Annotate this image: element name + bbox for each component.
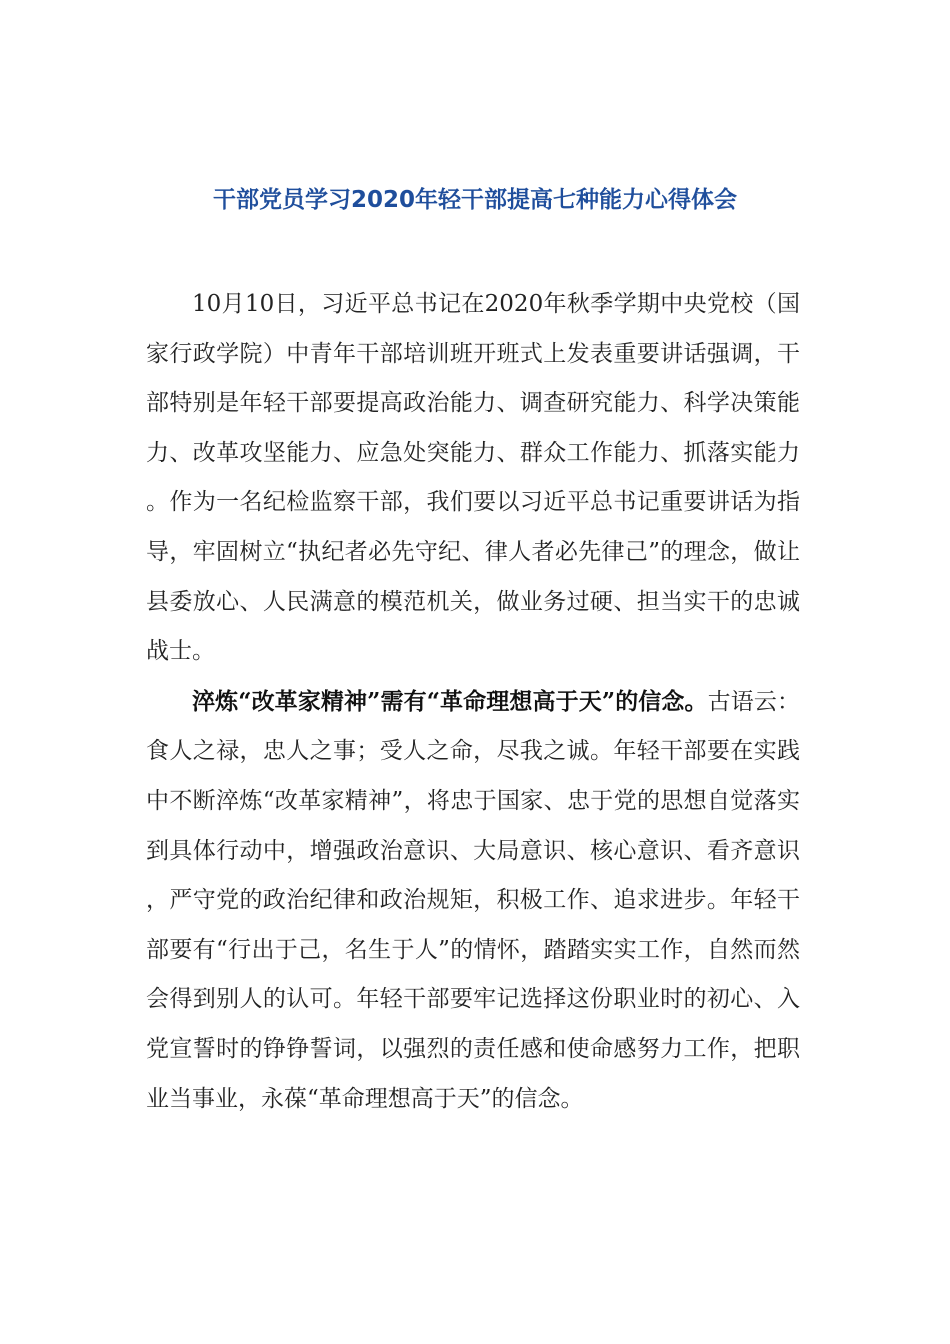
paragraph-intro-text: 10月10日，习近平总书记在2020年秋季学期中央党校（国家行政学院）中青年干部培训班开班式上发表重要讲话强调，干部特别是年轻干部要提高政治能力、调查研究能力、科学决策能力、改革攻坚能力、应急处突能力、群众工作能力、抓落实能力。作为一名纪检监察干部，我们要以习近平总书记重要讲话为指导，牢固树立“执纪者必先守纪、律人者必先律己”的理念，做让县委放心、人民满意的模范机关，做业务过硬、担当实干的忠诚战士。 [146, 291, 800, 665]
section-1-heading: 淬炼“改革家精神”需有“革命理想高于天”的信念。 [192, 687, 708, 715]
section-1-text: 古语云：食人之禄，忠人之事；受人之命，尽我之诚。年轻干部要在实践中不断淬炼“改革家精神”，将忠于国家、忠于党的思想自觉落实到具体行动中，增强政治意识、大局意识、核心意识、看齐意识，严守党的政治纪律和政治规矩，积极工作、追求进步。年轻干部要有“行出于己，名生于人”的情怀，踏踏实实工作，自然而然会得到别人的认可。年轻干部要牢记选择这份职业时的初心、入党宣誓时的铮铮誓词，以强烈的责任感和使命感努力工作，把职业当事业，永葆“革命理想高于天”的信念。 [146, 688, 800, 1112]
paragraph-section-1 [146, 677, 800, 1124]
document-body [146, 280, 800, 1124]
document-title: 干部党员学习2020年轻干部提高七种能力心得体会 [212, 187, 737, 213]
paragraph-intro [146, 280, 800, 677]
